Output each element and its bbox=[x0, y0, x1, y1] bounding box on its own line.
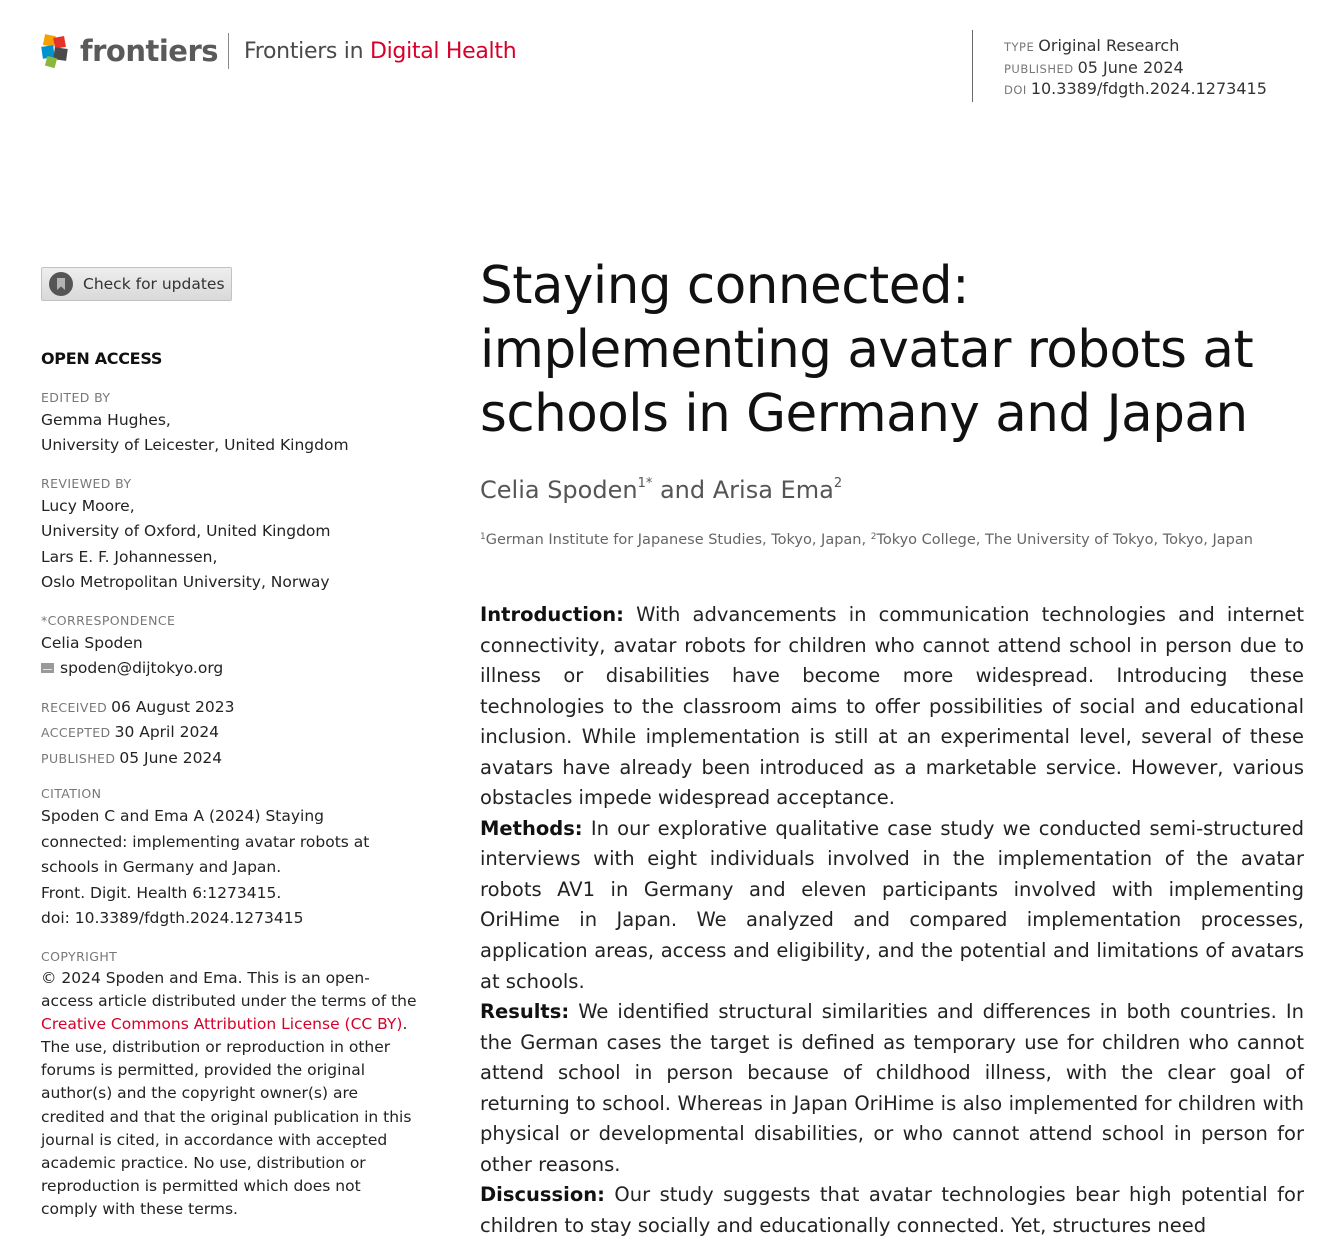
abstract-text: With advancements in communication technologies and internet connectivity, avatar robots for children who cannot attend school in person due to illness or disabilities have become more widespread. Introducing these technologies to the classroom aims to offer possibilities of social and educational inclusion. While implementation is still at an experimental level, several of these avatars have already been introduced as a marketable service. However, various obstacles impede widespread acceptance. bbox=[480, 603, 1304, 810]
correspondence-heading: *CORRESPONDENCE bbox=[41, 613, 176, 628]
published-value: 05 June 2024 bbox=[119, 748, 223, 767]
copyright-text-before: © 2024 Spoden and Ema. This is an open-access article distributed under the terms of the bbox=[41, 969, 417, 1011]
citation-line: connected: implementing avatar robots at bbox=[41, 832, 370, 851]
frontiers-logo[interactable] bbox=[40, 32, 218, 70]
author-affiliation-marker: 1* bbox=[637, 476, 653, 491]
meta-type-value: Original Research bbox=[1038, 36, 1180, 55]
bookmark-icon bbox=[49, 272, 73, 296]
article-title: Staying connected: implementing avatar robots at schools in Germany and Japan bbox=[480, 256, 1254, 444]
meta-published-label: PUBLISHED bbox=[1004, 61, 1074, 76]
correspondence-name: Celia Spoden bbox=[41, 634, 143, 652]
meta-doi bbox=[1004, 79, 1267, 101]
citation-line: schools in Germany and Japan. bbox=[41, 858, 282, 876]
journal-name[interactable] bbox=[244, 39, 516, 64]
received-value: 06 August 2023 bbox=[111, 698, 235, 716]
author-list bbox=[480, 476, 842, 504]
meta-published-value: 05 June 2024 bbox=[1077, 57, 1184, 77]
correspondence-email-row bbox=[41, 656, 421, 681]
accepted-label: ACCEPTED bbox=[41, 725, 111, 741]
journal-name-accent: Digital Health bbox=[369, 39, 517, 64]
abstract-heading: Results: bbox=[480, 1000, 570, 1024]
abstract-results bbox=[480, 997, 1304, 1180]
abstract-text: We identified structural similarities and differences in both countries. In the German cases the target is defined as temporary use for children who cannot attend school in person because of childhood illness, with the clear goal of returning to school. Whereas in Japan OriHime is also implemented for children with physical or developmental disabilities, or who cannot attend school in person for other reasons. bbox=[480, 1000, 1304, 1176]
meta-published bbox=[1004, 58, 1267, 80]
accepted-date bbox=[41, 720, 421, 745]
abstract-heading: Discussion: bbox=[480, 1183, 605, 1207]
accepted-value: 30 April 2024 bbox=[114, 723, 220, 742]
check-for-updates-label: Check for updates bbox=[83, 275, 225, 293]
mail-icon bbox=[41, 663, 54, 673]
meta-doi-value[interactable]: 10.3389/fdgth.2024.1273415 bbox=[1030, 79, 1267, 98]
abstract bbox=[480, 600, 1304, 1241]
citation-line: Front. Digit. Health 6:1273415. bbox=[41, 883, 282, 902]
header-divider bbox=[228, 33, 229, 69]
editor-name: Gemma Hughes, bbox=[41, 411, 171, 429]
logo-wordmark: frontiers bbox=[80, 34, 219, 68]
author-affiliation-marker: 2 bbox=[833, 476, 843, 491]
citation-heading: CITATION bbox=[41, 786, 102, 801]
editor-affiliation: University of Leicester, United Kingdom bbox=[41, 436, 349, 455]
reviewer-2-name: Lars E. F. Johannessen, bbox=[41, 547, 218, 566]
edited-by-heading: EDITED BY bbox=[41, 390, 111, 405]
abstract-discussion bbox=[480, 1180, 1304, 1241]
received-label: RECEIVED bbox=[41, 700, 108, 715]
meta-type-label: TYPE bbox=[1004, 40, 1035, 54]
abstract-text: Our study suggests that avatar technologies bear high potential for children to stay socially and educationally connected. Yet, structures need bbox=[480, 1183, 1304, 1237]
abstract-text: In our explorative qualitative case study we conducted semi-structured interviews with eight individuals involved in the implementation of the avatar robots AV1 in Germany and eleven participants involved with implementing OriHime in Japan. We analyzed and compared implementation processes, application areas, access and eligibility, and the potential and limitations of avatars at schools. bbox=[480, 816, 1304, 993]
affiliation-1: German Institute for Japanese Studies, Tokyo, Japan, bbox=[485, 532, 871, 548]
copyright-section bbox=[41, 949, 421, 1221]
citation-doi[interactable]: doi: 10.3389/fdgth.2024.1273415 bbox=[41, 909, 304, 927]
affiliation-marker: 2 bbox=[870, 532, 877, 542]
copyright-text bbox=[41, 967, 419, 1221]
reviewer-1-affiliation: University of Oxford, United Kingdom bbox=[41, 522, 331, 541]
license-link[interactable]: Creative Commons Attribution License (CC BY) bbox=[41, 1015, 403, 1034]
author-name[interactable]: Arisa Ema bbox=[712, 476, 834, 504]
abstract-heading: Introduction: bbox=[480, 603, 624, 626]
open-access-label: OPEN ACCESS bbox=[41, 349, 163, 368]
published-date bbox=[41, 746, 421, 771]
affiliations bbox=[480, 526, 1304, 551]
meta-doi-label: DOI bbox=[1004, 83, 1027, 97]
check-for-updates-button[interactable] bbox=[41, 267, 232, 301]
published-label: PUBLISHED bbox=[41, 750, 116, 766]
affiliation-2: Tokyo College, The University of Tokyo, Tokyo, Japan bbox=[876, 532, 1253, 548]
meta-divider bbox=[972, 30, 973, 102]
abstract-methods bbox=[480, 814, 1304, 997]
citation-section bbox=[41, 786, 421, 932]
affiliation-marker: 1 bbox=[480, 532, 486, 542]
received-date bbox=[41, 695, 421, 720]
abstract-introduction bbox=[480, 600, 1304, 814]
reviewed-by-heading: REVIEWED BY bbox=[41, 476, 132, 491]
correspondence-section bbox=[41, 613, 421, 682]
meta-type bbox=[1004, 36, 1267, 58]
dates-section bbox=[41, 695, 421, 771]
journal-name-prefix: Frontiers in bbox=[244, 39, 370, 64]
frontiers-logo-icon bbox=[40, 33, 74, 69]
reviewer-1-name: Lucy Moore, bbox=[41, 497, 135, 515]
edited-by-section bbox=[41, 390, 421, 459]
author-conjunction: and bbox=[652, 476, 713, 504]
reviewer-2-affiliation: Oslo Metropolitan University, Norway bbox=[41, 572, 330, 591]
article-meta bbox=[1004, 36, 1267, 101]
correspondence-email[interactable]: spoden@dijtokyo.org bbox=[60, 659, 224, 678]
copyright-heading: COPYRIGHT bbox=[41, 949, 118, 964]
reviewed-by-section bbox=[41, 476, 421, 595]
abstract-heading: Methods: bbox=[480, 816, 583, 840]
copyright-text-after: . The use, distribution or reproduction in other forums is permitted, provided the original author(s) and the copyright owner(s) are credited and that the original publication in this journal is cited, in accordance with accepted academic practice. No use, distribution or reproduction is permitted which does not comply with these terms. bbox=[41, 1015, 412, 1218]
citation-line: Spoden C and Ema A (2024) Staying bbox=[41, 807, 324, 825]
author-name[interactable]: Celia Spoden bbox=[480, 476, 638, 504]
